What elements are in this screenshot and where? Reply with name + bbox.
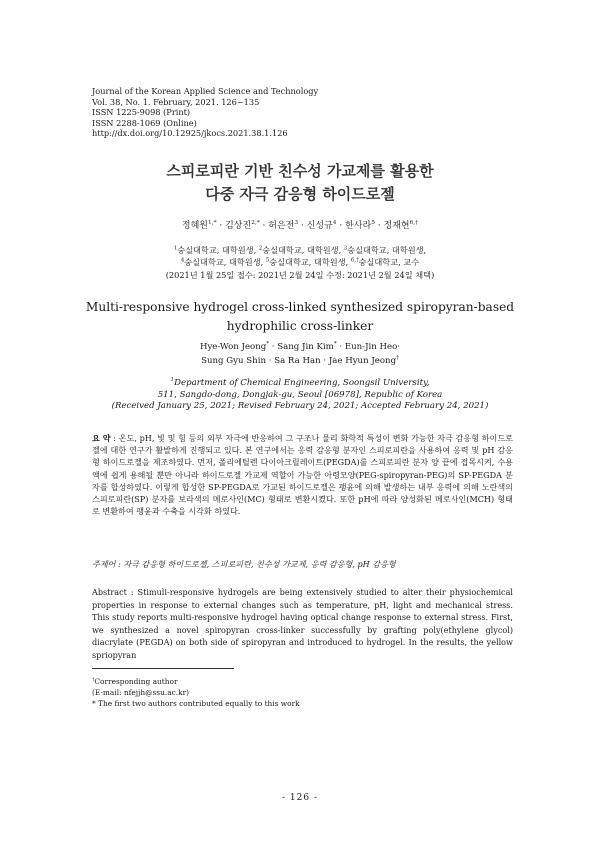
issn-online: ISSN 2288-1069 (Online) <box>92 117 197 128</box>
korean-author: 허은전$^3$ <box>268 220 299 231</box>
korean-author: 김상진$^{2,*}$ <box>225 220 260 231</box>
english-title-line-2: hydrophilic cross-linker <box>226 318 374 333</box>
english-abstract <box>92 586 513 662</box>
korean-title-line-1: 스피로피란 기반 친수성 가교제를 활용한 <box>166 162 434 180</box>
korean-affiliation-line-2: $^4$숭실대학교, 대학원생, $^5$숭실대학교, 대학원생, $^{6,\dagger}$숭실대학교, 교수 <box>180 257 420 268</box>
korean-abstract-label: 요 약 <box>92 433 111 443</box>
english-authors-line-1: Hye-Won Jeong* · Sang Jin Kim* · Eun-Jin Heo· <box>199 341 401 352</box>
footnote-divider <box>92 668 234 669</box>
korean-title-line-2: 다중 자극 감응형 하이드로젤 <box>205 185 395 203</box>
english-abstract-label: Abstract <box>92 587 127 597</box>
english-authors-line-2: Sung Gyu Shin · Sa Ra Han · Jae Hyun Jeong† <box>201 355 399 366</box>
english-affiliation-line-1: $^1$Department of Chemical Engineering, Soongsil University, <box>170 377 430 388</box>
english-authors <box>0 340 600 368</box>
korean-abstract-text: : 온도, pH, 빛 및 힘 등의 외부 자극에 반응하여 그 구조나 물리 화학적 특성이 변화 가능한 자극 감응형 하이드로젤에 대한 연구가 활발하게 진행되고 있다. 본 연구에서는 응력 감응형 분자인 스피로피란을 사용하여 응력 및 pH 감응형 하이드로젤을 제조하였다. 먼저, 폴리에틸렌 다이아크릴레이트(PEGDA)를 스피로피란 분자 양 끝에 접목시켜, 수용액에 쉽게 용해될 뿐만 아니라 하이드로젤 가교제 역할이 가능한 아령모양(PEG-spiropyran-PEG)의 SP-PEGDA 분자를 합성하였다. 이렇게 합성한 SP-PEGDA로 가교된 하이드로젤은 팽윤에 의해 발생하는 내부 응력에 의해 노란색의 스피로피란(SP) 분자를 보라색의 메로사인(MC) 형태로 변환시켰다. 또한 pH에 따라 양성화된 메로사인(MCH) 형태로 변환하여 팽윤과 수축을 시각화 하였다. <box>92 433 513 517</box>
doi-link[interactable]: http://dx.doi.org/10.12925/jkocs.2021.38.1.126 <box>92 128 288 139</box>
korean-affiliation-line-1: $^1$숭실대학교, 대학원생, $^2$숭실대학교, 대학원생, $^3$숭실대학교, 대학원생, <box>173 245 427 255</box>
equal-contribution-note: * The first two authors contributed equally to this work <box>92 699 300 709</box>
english-affiliation <box>0 378 600 413</box>
journal-header <box>92 86 412 139</box>
korean-authors: 정혜원$^{1,*}$ · 김상진$^{2,*}$ · 허은전$^3$ · 신성규$^4$ · 한사라$^5$ · 정재현$^{6,\dagger}$ <box>181 220 419 231</box>
english-title <box>0 298 600 335</box>
page-number: - 126 - <box>282 793 318 803</box>
korean-keywords: 주제어 : 자극 감응형 하이드로젤, 스피로피란, 친수성 가교제, 응력 감응형, pH 감응형 <box>92 559 396 569</box>
issn-print: ISSN 1225-9098 (Print) <box>92 107 191 118</box>
korean-author: 신성규$^4$ <box>306 220 337 231</box>
korean-affiliations <box>0 244 600 281</box>
journal-name: Journal of the Korean Applied Science and Technology <box>92 86 319 96</box>
korean-abstract <box>92 432 513 517</box>
corresponding-email: (E-mail: nfejjh@ssu.ac.kr) <box>92 688 189 698</box>
korean-dates: (2021년 1월 25일 접수: 2021년 2월 24일 수정: 2021년 2월 24일 채택) <box>165 269 435 280</box>
korean-author: 정재현$^{6,\dagger}$ <box>383 220 419 231</box>
journal-volume: Vol. 38, No. 1. February, 2021. 126~135 <box>92 96 260 107</box>
english-affiliation-line-2: 511, Sangdo-dong, Dongjak-gu, Seoul [06978], Republic of Korea <box>157 389 443 400</box>
english-dates: (Received January 25, 2021; Revised February 24, 2021; Accepted February 24, 2021) <box>111 401 489 412</box>
footnotes <box>92 676 392 710</box>
korean-author: 정혜원$^{1,*}$ <box>181 220 217 231</box>
korean-author: 한사라$^5$ <box>345 220 375 231</box>
english-title-line-1: Multi-responsive hydrogel cross-linked synthesized spiropyran-based <box>85 300 515 314</box>
english-abstract-text: : Stimuli-responsive hydrogels are being extensively studied to alter their physiochemical properties in response to external changes such as temperature, pH, light and mechanical stress. This study reports multi-responsive hydrogel having optical change response to external stress. First, we synthesized a novel spiropyran cross-linker successfully by grafting poly(ethylene glycol) diacrylate (PEGDA) on both side of spiropyran and introduced to hydrogel. In the results, the yellow spriopyran <box>92 587 513 660</box>
corresponding-author-note: †Corresponding author <box>92 677 178 686</box>
